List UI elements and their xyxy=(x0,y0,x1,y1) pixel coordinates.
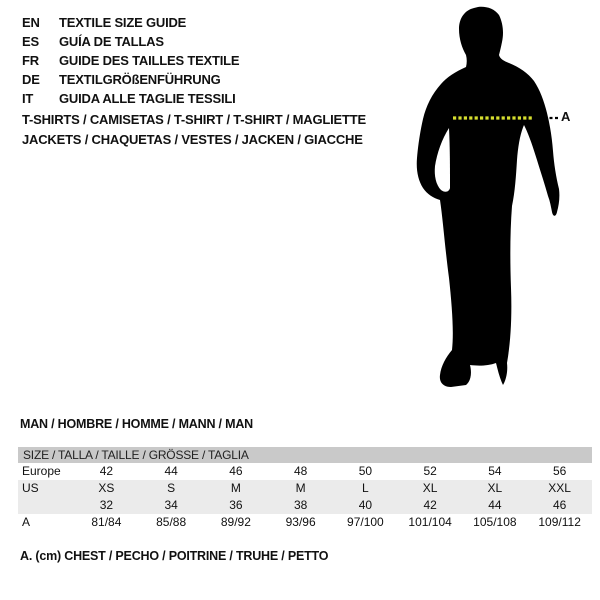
size-cell: 109/112 xyxy=(538,515,581,529)
size-cell: 44 xyxy=(488,498,502,512)
size-cell: 34 xyxy=(164,498,178,512)
language-code: IT xyxy=(22,91,34,106)
size-cell: 52 xyxy=(423,464,437,478)
size-cell: 46 xyxy=(229,464,243,478)
table-row-us xyxy=(18,480,592,497)
size-cell: 56 xyxy=(552,464,567,478)
language-code: DE xyxy=(22,72,40,87)
size-cell: 105/108 xyxy=(473,515,517,529)
section-title-man: MAN / HOMBRE / HOMME / MANN / MAN xyxy=(20,417,253,431)
table-row-us-numeric xyxy=(18,497,592,514)
size-cell: M xyxy=(295,481,306,495)
size-cell: 93/96 xyxy=(285,515,316,529)
size-cell: S xyxy=(167,481,176,495)
category-tshirts: T-SHIRTS / CAMISETAS / T-SHIRT / T-SHIRT / MAGLIETTE xyxy=(22,112,366,127)
size-cell: 54 xyxy=(488,464,502,478)
size-cell: 89/92 xyxy=(220,515,251,529)
language-code: FR xyxy=(22,53,39,68)
size-cell: 81/84 xyxy=(91,515,122,529)
size-table xyxy=(18,447,592,531)
size-cell: 50 xyxy=(358,464,373,478)
size-cell: 48 xyxy=(293,464,308,478)
size-cell: 32 xyxy=(99,498,114,512)
size-cell: M xyxy=(230,481,241,495)
measurement-legend: A. (cm) CHEST / PECHO / POITRINE / TRUHE / PETTO xyxy=(20,549,329,563)
size-cell: L xyxy=(362,481,369,495)
language-code: EN xyxy=(22,15,40,30)
size-cell: 40 xyxy=(358,498,373,512)
row-label: US xyxy=(22,481,39,495)
man-silhouette xyxy=(417,7,560,387)
measure-label-a: A xyxy=(561,109,571,124)
language-title: TEXTILGRÖßENFÜHRUNG xyxy=(59,72,221,87)
row-label xyxy=(18,497,74,514)
row-label: A xyxy=(22,515,31,529)
language-title: GUIDE DES TAILLES TEXTILE xyxy=(59,53,240,68)
language-title: GUIDA ALLE TAGLIE TESSILI xyxy=(59,91,236,106)
size-cell: XXL xyxy=(548,481,571,495)
size-cell: 46 xyxy=(552,498,567,512)
size-cell: 97/100 xyxy=(347,515,384,529)
category-jackets: JACKETS / CHAQUETAS / VESTES / JACKEN / GIACCHE xyxy=(22,131,363,147)
table-row-europe xyxy=(18,463,592,480)
size-cell: 85/88 xyxy=(156,515,187,529)
size-cell: 36 xyxy=(229,498,243,512)
size-cell: 42 xyxy=(423,498,437,512)
size-cell: 38 xyxy=(293,498,308,512)
size-cell: 101/104 xyxy=(408,515,452,529)
table-row-chest-a xyxy=(18,514,592,531)
size-cell: XL xyxy=(487,481,503,495)
size-cell: XL xyxy=(422,481,438,495)
size-cell: 42 xyxy=(99,464,114,478)
language-title: GUÍA DE TALLAS xyxy=(59,34,164,49)
language-title: TEXTILE SIZE GUIDE xyxy=(59,15,187,30)
language-code: ES xyxy=(22,34,39,49)
size-table-header: SIZE / TALLA / TAILLE / GRÖSSE / TAGLIA xyxy=(18,447,592,463)
row-label: Europe xyxy=(22,464,61,478)
size-cell: XS xyxy=(98,481,115,495)
size-cell: 44 xyxy=(164,464,178,478)
